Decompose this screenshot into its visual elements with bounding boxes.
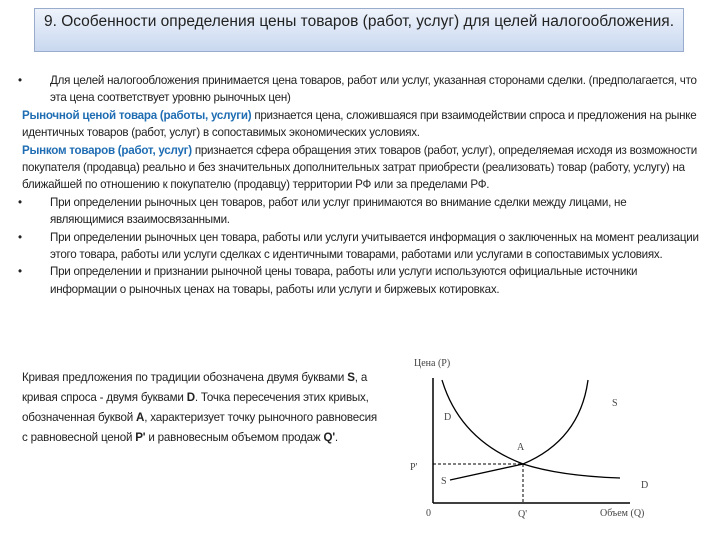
- t: P': [135, 431, 146, 444]
- t: S: [347, 371, 355, 384]
- definition: признается сфера обращения этих товаров (работ, услуг), определяемая исходя из возможности покупателя (продавца) реально и без значительных дополнительных затрат приобрести (реализовать) товар (работу, услугу) на ближайшей по отношению к покупателю (продавцу) территории РФ или за пределами РФ.: [22, 143, 697, 192]
- t: Q': [323, 431, 335, 444]
- equilibrium-label: A: [517, 442, 525, 453]
- term: Рыночной ценой товара (работы, услуги): [22, 108, 252, 122]
- t: Кривая предложения по традиции обозначена двумя буквами: [22, 371, 348, 384]
- t: и равновесным объемом продаж: [145, 431, 324, 444]
- t: A: [136, 411, 145, 424]
- s-label: S: [612, 398, 618, 409]
- x-axis-label: Объем (Q): [600, 508, 645, 519]
- definition: признается цена, сложившаяся при взаимодействии спроса и предложения на рынке идентичных товаров (работ, услуг) в сопоставимых экономических условиях.: [22, 108, 697, 140]
- d-label: D: [641, 480, 649, 491]
- term: Рынком товаров (работ, услуг): [22, 143, 192, 157]
- t: .: [334, 431, 338, 444]
- bullet-1: • При определении рыночных цен товаров, работ или услуг принимаются во внимание сделки между лицами, не являющимися взаимосвязанными.: [22, 194, 702, 229]
- origin-label: 0: [426, 508, 431, 519]
- t: D: [186, 391, 195, 404]
- s-label: S: [441, 476, 447, 487]
- slide-title: 9. Особенности определения цены товаров (работ, услуг) для целей налогообложения.: [34, 8, 684, 52]
- p-eq-label: P': [410, 462, 418, 473]
- demand-curve: [442, 380, 620, 478]
- t: , характеризует точку рыночного равновесия с равновесной ценой: [22, 411, 377, 444]
- bullet-2: • При определении рыночных цен товара, работы или услуги учитывается информация о заключенных на момент реализации этого товара, работы или услуги сделках с идентичными товарами, работами или услугами в сопоставимых условиях.: [22, 229, 702, 264]
- q-eq-label: Q': [518, 509, 528, 520]
- bullet-tax-price: • Для целей налогообложения принимается цена товаров, работ или услуг, указанная сторонами сделки. (предполагается, что эта цена соответствует уровню рыночных цен): [22, 72, 702, 107]
- y-axis-label: Цена (P): [414, 358, 451, 369]
- t: . Точка пересечения этих кривых, обозначенная буквой: [22, 391, 369, 424]
- bullet-3: • При определении и признании рыночной цены товара, работы или услуги используются официальные источники информации о рыночных ценах на товары, работы или услуги и биржевых котировках.: [22, 263, 702, 298]
- d-label: D: [444, 412, 452, 423]
- t: , а кривая спроса - двумя буквами: [22, 371, 368, 404]
